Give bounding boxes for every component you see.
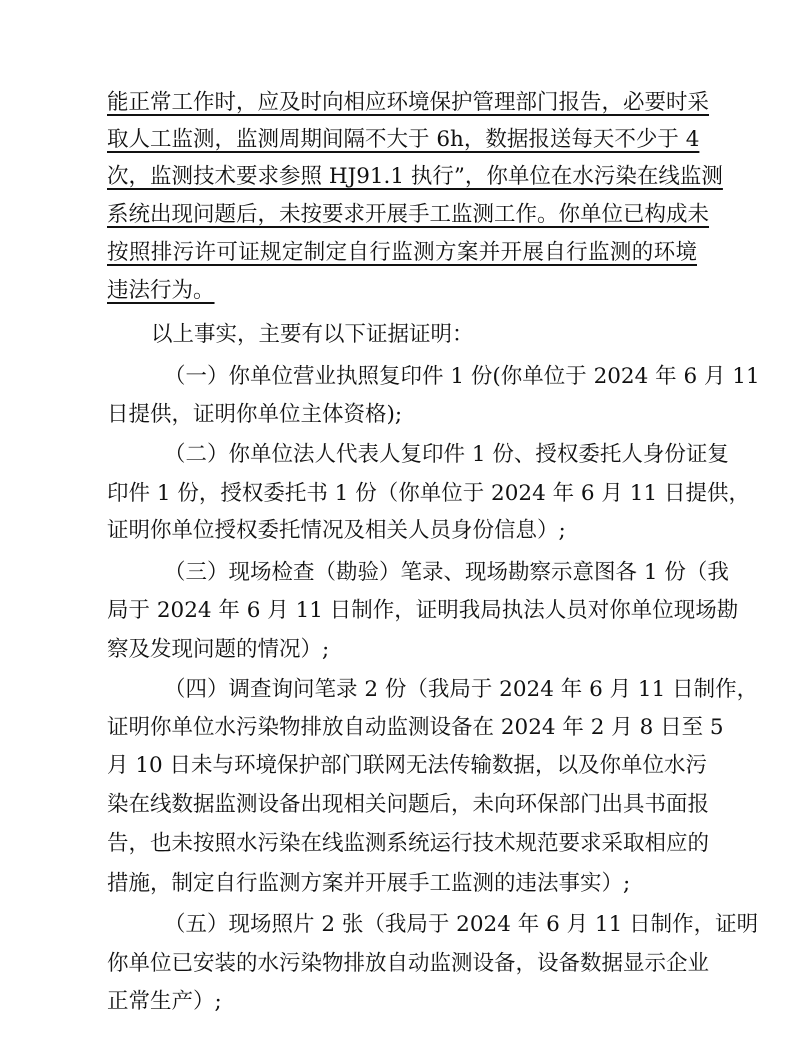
evidence-item-4-line: 染在线数据监测设备出现相关问题后，未向环保部门出具书面报 bbox=[107, 792, 710, 817]
evidence-item-4-line: 证明你单位水污染物排放自动监测设备在 2024 年 2 月 8 日至 5 bbox=[107, 715, 724, 740]
text-line: 系统出现问题后，未按要求开展手工监测工作。你单位已构成未 bbox=[107, 202, 710, 227]
evidence-item-2-line: （二）你单位法人代表人复印件 1 份、授权委托人身份证复 bbox=[164, 442, 729, 467]
evidence-item-2-line: 印件 1 份，授权委托书 1 份（你单位于 2024 年 6 月 11 日提供， bbox=[107, 481, 750, 506]
evidence-item-3-line: （三）现场检查（勘验）笔录、现场勘察示意图各 1 份（我 bbox=[164, 560, 729, 585]
evidence-item-4-line: 告，也未按照水污染在线监测系统运行技术规范要求采取相应的 bbox=[107, 831, 710, 856]
evidence-item-5-line: 正常生产）; bbox=[107, 989, 222, 1014]
evidence-item-5-line: 你单位已安装的水污染物排放自动监测设备，设备数据显示企业 bbox=[107, 951, 710, 976]
evidence-item-4-line: （四）调查询问笔录 2 份（我局于 2024 年 6 月 11 日制作， bbox=[164, 677, 759, 702]
text-line: 能正常工作时，应及时向相应环境保护管理部门报告，必要时采 bbox=[107, 90, 710, 115]
evidence-item-3-line: 察及发现问题的情况）; bbox=[107, 637, 330, 662]
evidence-item-3-line: 局于 2024 年 6 月 11 日制作，证明我局执法人员对你单位现场勘 bbox=[107, 598, 739, 623]
text-line: 按照排污许可证规定制定自行监测方案并开展自行监测的环境 bbox=[107, 240, 697, 265]
evidence-item-4-line: 月 10 日未与环境保护部门联网无法传输数据，以及你单位水污 bbox=[107, 753, 708, 778]
evidence-item-4-line: 措施，制定自行监测方案并开展手工监测的违法事实）; bbox=[107, 871, 631, 896]
evidence-item-5-line: （五）现场照片 2 张（我局于 2024 年 6 月 11 日制作，证明 bbox=[164, 912, 759, 937]
evidence-item-1-line: 日提供，证明你单位主体资格); bbox=[107, 402, 403, 427]
text-line: 违法行为。 bbox=[107, 278, 215, 303]
text-line: 次，监测技术要求参照 HJ91.1 执行”，你单位在水污染在线监测 bbox=[107, 164, 723, 189]
text-line: 取人工监测，监测周期间隔不大于 6h，数据报送每天不少于 4 bbox=[107, 127, 700, 152]
evidence-item-2-line: 证明你单位授权委托情况及相关人员身份信息）; bbox=[107, 518, 566, 543]
evidence-item-1-line: （一）你单位营业执照复印件 1 份(你单位于 2024 年 6 月 11 bbox=[164, 364, 760, 389]
evidence-intro: 以上事实，主要有以下证据证明： bbox=[151, 322, 474, 347]
